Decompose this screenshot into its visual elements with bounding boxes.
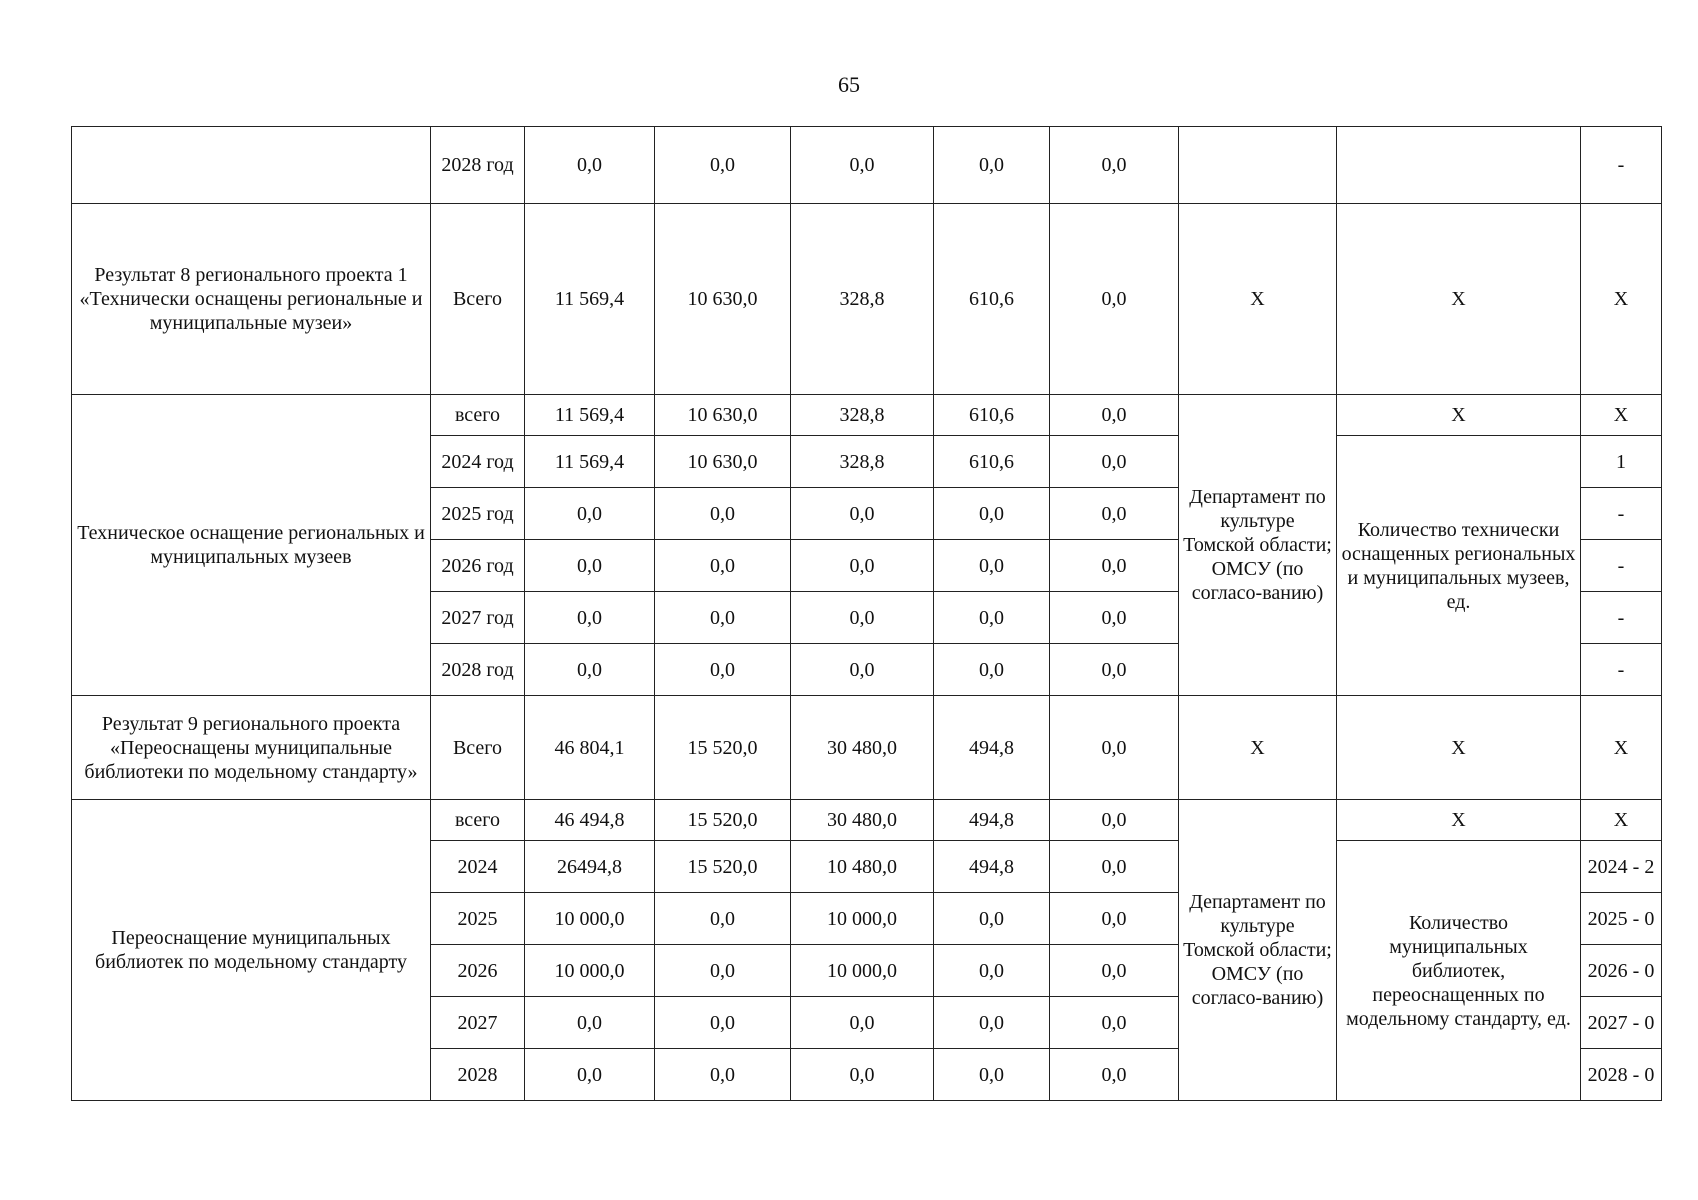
value-cell: 10 630,0 xyxy=(655,204,791,395)
period-cell: 2028 год xyxy=(431,644,525,696)
value-cell: 15 520,0 xyxy=(655,696,791,800)
value-cell: 0,0 xyxy=(791,127,934,204)
period-cell: 2027 год xyxy=(431,592,525,644)
value-cell: 0,0 xyxy=(525,540,655,592)
period-cell: 2024 xyxy=(431,841,525,893)
empty-cell xyxy=(1337,127,1581,204)
value-cell: 328,8 xyxy=(791,436,934,488)
value-cell: 328,8 xyxy=(791,395,934,436)
value-cell: 0,0 xyxy=(934,592,1050,644)
page-number: 65 xyxy=(838,72,860,97)
table-row xyxy=(72,204,1662,395)
value-cell: 0,0 xyxy=(1050,945,1179,997)
value-cell: 0,0 xyxy=(655,127,791,204)
value-cell: 0,0 xyxy=(655,540,791,592)
value-cell: 10 000,0 xyxy=(525,945,655,997)
indicator-cell: Х xyxy=(1337,800,1581,841)
target-cell: - xyxy=(1581,644,1662,696)
value-cell: 10 630,0 xyxy=(655,395,791,436)
value-cell: 46 494,8 xyxy=(525,800,655,841)
value-cell: 0,0 xyxy=(1050,592,1179,644)
target-cell: Х xyxy=(1581,395,1662,436)
value-cell: 0,0 xyxy=(934,127,1050,204)
value-cell: 0,0 xyxy=(1050,1049,1179,1101)
target-cell: 2025 - 0 xyxy=(1581,893,1662,945)
value-cell: 0,0 xyxy=(525,127,655,204)
value-cell: 0,0 xyxy=(934,893,1050,945)
period-cell: 2025 год xyxy=(431,488,525,540)
value-cell: 328,8 xyxy=(791,204,934,395)
value-cell: 0,0 xyxy=(791,997,934,1049)
target-cell: 2028 - 0 xyxy=(1581,1049,1662,1101)
indicator-cell: Х xyxy=(1337,696,1581,800)
executor-cell: Департамент по культуре Томской области; ОМСУ (по согласо-ванию) xyxy=(1179,395,1337,696)
period-cell: 2028 xyxy=(431,1049,525,1101)
value-cell: 494,8 xyxy=(934,800,1050,841)
value-cell: 0,0 xyxy=(791,592,934,644)
target-cell: - xyxy=(1581,592,1662,644)
value-cell: 10 000,0 xyxy=(791,893,934,945)
target-cell: Х xyxy=(1581,204,1662,395)
value-cell: 0,0 xyxy=(934,644,1050,696)
executor-cell: Х xyxy=(1179,696,1337,800)
value-cell: 0,0 xyxy=(1050,841,1179,893)
empty-cell xyxy=(1179,127,1337,204)
value-cell: 610,6 xyxy=(934,436,1050,488)
indicator-cell: Количество муниципальных библиотек, переоснащенных по модельному стандарту, ед. xyxy=(1337,841,1581,1101)
result-name-cell: Результат 9 регионального проекта «Переоснащены муниципальные библиотеки по модельному стандарту» xyxy=(72,696,431,800)
indicator-cell: Х xyxy=(1337,395,1581,436)
result-name-cell: Результат 8 регионального проекта 1 «Технически оснащены региональные и муниципальные музеи» xyxy=(72,204,431,395)
value-cell: 0,0 xyxy=(934,945,1050,997)
value-cell: 0,0 xyxy=(655,488,791,540)
value-cell: 0,0 xyxy=(525,644,655,696)
value-cell: 0,0 xyxy=(1050,436,1179,488)
period-cell: 2028 год xyxy=(431,127,525,204)
empty-cell xyxy=(72,127,431,204)
measure-name-cell: Техническое оснащение региональных и муниципальных музеев xyxy=(72,395,431,696)
target-cell: 1 xyxy=(1581,436,1662,488)
executor-cell: Департамент по культуре Томской области; ОМСУ (по согласо-ванию) xyxy=(1179,800,1337,1101)
value-cell: 0,0 xyxy=(934,488,1050,540)
value-cell: 11 569,4 xyxy=(525,395,655,436)
value-cell: 0,0 xyxy=(525,1049,655,1101)
value-cell: 46 804,1 xyxy=(525,696,655,800)
value-cell: 30 480,0 xyxy=(791,800,934,841)
target-cell: Х xyxy=(1581,800,1662,841)
value-cell: 0,0 xyxy=(791,540,934,592)
indicator-cell: Количество технически оснащенных региональных и муниципальных музеев, ед. xyxy=(1337,436,1581,696)
target-cell: - xyxy=(1581,540,1662,592)
value-cell: 610,6 xyxy=(934,204,1050,395)
value-cell: 0,0 xyxy=(1050,997,1179,1049)
value-cell: 0,0 xyxy=(655,592,791,644)
period-cell: 2026 xyxy=(431,945,525,997)
value-cell: 0,0 xyxy=(655,997,791,1049)
target-cell: - xyxy=(1581,127,1662,204)
value-cell: 494,8 xyxy=(934,841,1050,893)
target-cell: 2027 - 0 xyxy=(1581,997,1662,1049)
target-cell: - xyxy=(1581,488,1662,540)
value-cell: 0,0 xyxy=(525,592,655,644)
value-cell: 26494,8 xyxy=(525,841,655,893)
table-row xyxy=(72,395,1662,436)
table-row xyxy=(72,127,1662,204)
measure-name-cell: Переоснащение муниципальных библиотек по модельному стандарту xyxy=(72,800,431,1101)
value-cell: 0,0 xyxy=(1050,644,1179,696)
period-cell: 2025 xyxy=(431,893,525,945)
value-cell: 30 480,0 xyxy=(791,696,934,800)
table-row xyxy=(72,696,1662,800)
value-cell: 15 520,0 xyxy=(655,841,791,893)
target-cell: 2024 - 2 xyxy=(1581,841,1662,893)
table-row xyxy=(72,800,1662,841)
value-cell: 10 000,0 xyxy=(791,945,934,997)
period-cell: Всего xyxy=(431,204,525,395)
period-cell: 2027 xyxy=(431,997,525,1049)
value-cell: 0,0 xyxy=(525,997,655,1049)
value-cell: 494,8 xyxy=(934,696,1050,800)
value-cell: 0,0 xyxy=(655,644,791,696)
period-cell: 2026 год xyxy=(431,540,525,592)
value-cell: 0,0 xyxy=(1050,696,1179,800)
value-cell: 0,0 xyxy=(934,1049,1050,1101)
value-cell: 11 569,4 xyxy=(525,436,655,488)
value-cell: 0,0 xyxy=(1050,204,1179,395)
value-cell: 0,0 xyxy=(1050,488,1179,540)
value-cell: 0,0 xyxy=(1050,127,1179,204)
indicator-cell: Х xyxy=(1337,204,1581,395)
value-cell: 10 480,0 xyxy=(791,841,934,893)
value-cell: 0,0 xyxy=(1050,800,1179,841)
value-cell: 0,0 xyxy=(655,1049,791,1101)
value-cell: 0,0 xyxy=(655,945,791,997)
value-cell: 0,0 xyxy=(655,893,791,945)
value-cell: 0,0 xyxy=(1050,395,1179,436)
value-cell: 0,0 xyxy=(1050,540,1179,592)
target-cell: 2026 - 0 xyxy=(1581,945,1662,997)
value-cell: 11 569,4 xyxy=(525,204,655,395)
value-cell: 0,0 xyxy=(791,1049,934,1101)
value-cell: 0,0 xyxy=(934,997,1050,1049)
period-cell: всего xyxy=(431,395,525,436)
value-cell: 0,0 xyxy=(791,644,934,696)
value-cell: 610,6 xyxy=(934,395,1050,436)
executor-cell: Х xyxy=(1179,204,1337,395)
value-cell: 0,0 xyxy=(791,488,934,540)
value-cell: 15 520,0 xyxy=(655,800,791,841)
period-cell: 2024 год xyxy=(431,436,525,488)
value-cell: 0,0 xyxy=(525,488,655,540)
target-cell: Х xyxy=(1581,696,1662,800)
value-cell: 0,0 xyxy=(1050,893,1179,945)
period-cell: Всего xyxy=(431,696,525,800)
budget-table xyxy=(71,126,1662,1101)
period-cell: всего xyxy=(431,800,525,841)
value-cell: 0,0 xyxy=(934,540,1050,592)
value-cell: 10 630,0 xyxy=(655,436,791,488)
value-cell: 10 000,0 xyxy=(525,893,655,945)
